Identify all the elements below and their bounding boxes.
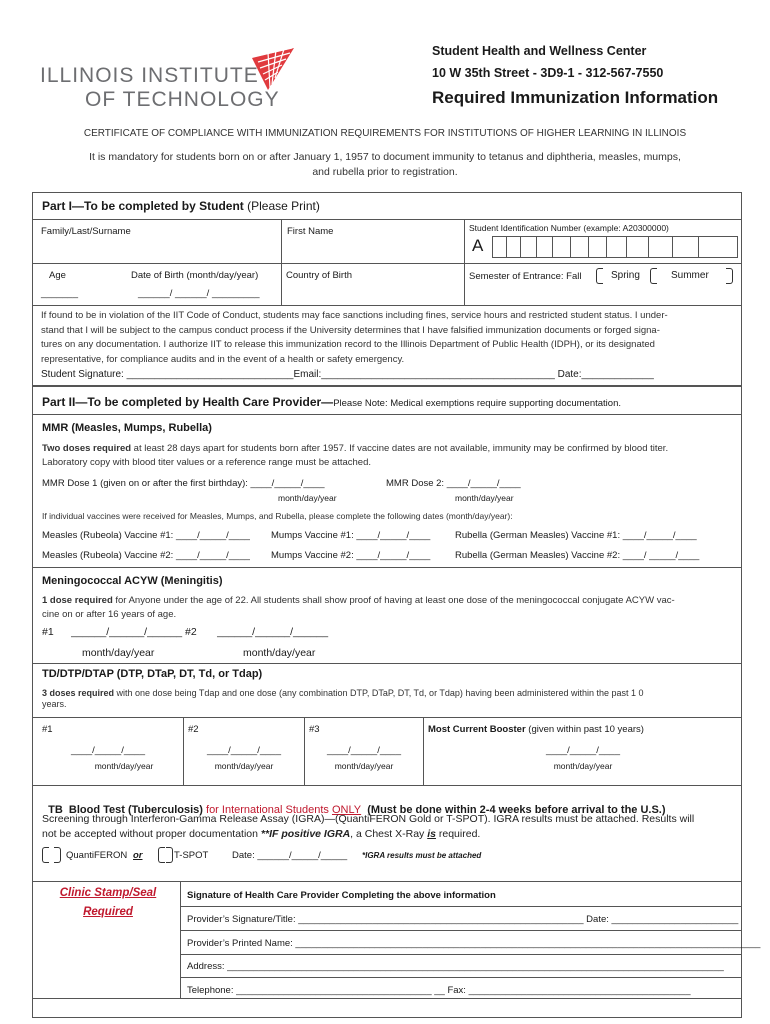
summer-checkbox[interactable] xyxy=(726,268,733,284)
tb-line1: Screening through Interferon-Gamma Release Assay (IGRA)—(QuantiFERON Gold or T-SPOT). IGRA results must be attached. Results will xyxy=(42,813,695,825)
tb-line2-d: is xyxy=(427,828,436,840)
first-name-input[interactable] xyxy=(285,240,460,260)
summer-label: Summer xyxy=(671,270,709,281)
student-signature-line[interactable]: Student Signature: ______________________________Email:__________________________________________ Date:_____________ xyxy=(41,369,654,380)
tdap-req-rest: with one dose being Tdap and one dose (any combination DTP, DTaP, DT, Td, or Tdap) having been administered within the past 1 0 xyxy=(114,688,644,698)
first-name-label: First Name xyxy=(287,226,334,237)
tdap-req-line2: years. xyxy=(42,699,67,709)
mandatory-text-2: and rubella prior to registration. xyxy=(312,166,458,178)
mmr-dose2-format: month/day/year xyxy=(455,493,514,503)
mening-req-rest: for Anyone under the age of 22. All students shall show proof of having at least one dose of the meningococcal conjugate ACYW vac- xyxy=(112,595,675,606)
student-id-boxes[interactable] xyxy=(492,236,738,258)
fall-checkbox[interactable] xyxy=(596,268,603,284)
mmr-req-line2: Laboratory copy with blood titer values or a reference range must be attached. xyxy=(42,457,371,468)
conduct-notice-line: tures on any documentation. I authorize IIT to release this immunization record to the Illinois Department of Public Health (IDPH), or its designated xyxy=(41,339,655,350)
age-input[interactable]: _______ xyxy=(41,288,78,299)
tb-line2-e: required. xyxy=(435,828,481,840)
clinic-stamp-required: Required xyxy=(83,906,133,918)
mmr-heading: MMR (Measles, Mumps, Rubella) xyxy=(42,422,212,434)
tdap-dose1-input[interactable]: ____/_____/____ xyxy=(71,745,145,756)
family-name-input[interactable] xyxy=(36,240,276,260)
student-id-prefix: A xyxy=(472,236,484,255)
meningococcal-doses[interactable]: #1 ______/______/______ #2 ______/______/______ xyxy=(42,626,329,638)
conduct-notice-line: representative, for compliance audits and in the event of a health or safety emergency. xyxy=(41,353,405,365)
tdap-req-bold: 3 doses required xyxy=(42,688,115,698)
country-label: Country of Birth xyxy=(286,270,352,281)
student-id-label xyxy=(469,223,669,233)
rubella-vaccine-1[interactable]: Rubella (German Measles) Vaccine #1: ____/_____/____ xyxy=(455,530,697,541)
center-address: 10 W 35th Street - 3D9-1 - 312-567-7550 xyxy=(432,66,664,80)
provider-heading: Signature of Health Care Provider Completing the above information xyxy=(187,890,496,901)
part1-heading xyxy=(42,199,320,213)
measles-vaccine-2[interactable]: Measles (Rubeola) Vaccine #2: ____/_____/____ xyxy=(42,550,250,561)
mmr-dose1-format: month/day/year xyxy=(278,493,337,503)
certificate-heading: CERTIFICATE OF COMPLIANCE WITH IMMUNIZATION REQUIREMENTS FOR INSTITUTIONS OF HIGHER LEARNING IN ILLINOIS xyxy=(83,128,687,139)
part2-heading-text: Part II—To be completed by Health Care Provider— xyxy=(42,395,334,409)
quantiferon-label: QuantiFERON xyxy=(66,850,128,861)
meningococcal-requirement xyxy=(42,594,742,622)
tdap-dose2-input[interactable]: ____/_____/____ xyxy=(207,745,281,756)
tb-line2-a: not be accepted without proper documentation xyxy=(42,828,261,840)
mmr-req-rest: at least 28 days apart for students born after 1957. If vaccine dates are not available, immunity may be confirmed by blood titer. xyxy=(131,443,669,454)
tdap-dose2-format: month/day/year xyxy=(214,761,274,771)
logo-text-line1: ILLINOIS INSTITUTE xyxy=(40,64,259,87)
mmr-dose2[interactable]: MMR Dose 2: ____/_____/____ xyxy=(386,478,521,489)
measles-vaccine-1[interactable]: Measles (Rubeola) Vaccine #1: ____/_____/____ xyxy=(42,530,250,541)
mmr-req-bold: Two doses required xyxy=(42,443,132,454)
meningococcal-dose1-format: month/day/year xyxy=(82,647,155,659)
logo-text-line2: OF TECHNOLOGY xyxy=(85,88,280,111)
mening-req-bold: 1 dose required xyxy=(42,595,113,606)
mmr-dose1[interactable]: MMR Dose 1 (given on or after the first birthday): ____/_____/____ xyxy=(42,478,325,489)
tspot-checkbox[interactable] xyxy=(158,847,165,863)
age-label: Age xyxy=(49,270,66,281)
tdap-col2-label: #2 xyxy=(188,724,199,735)
family-name-label: Family/Last/Surname xyxy=(41,226,131,237)
tdap-col3-label: #3 xyxy=(309,724,320,735)
igra-note: *IGRA results must be attached xyxy=(362,851,482,860)
mandatory-text-1: It is mandatory for students born on or after January 1, 1957 to document immunity to tetanus and diphtheria, measles, mumps, xyxy=(89,151,681,163)
conduct-notice-line: stand that I will be subject to the campus conduct process if the University determines that I have falsified immunization documents or forged signa- xyxy=(41,324,660,336)
tdap-dose3-input[interactable]: ____/_____/____ xyxy=(327,745,401,756)
provider-address-line[interactable]: Address: ______________________________________________________________________________________________ xyxy=(187,961,724,972)
tdap-requirement xyxy=(42,688,742,710)
mumps-vaccine-1[interactable]: Mumps Vaccine #1: ____/_____/____ xyxy=(271,530,431,541)
page-title: Required Immunization Information xyxy=(432,88,719,107)
conduct-notice xyxy=(41,309,739,367)
tdap-booster-format: month/day/year xyxy=(553,761,613,771)
tb-description xyxy=(42,812,742,842)
tb-date-input[interactable]: Date: ______/_____/_____ xyxy=(232,850,348,861)
tdap-booster-bold: Most Current Booster xyxy=(428,724,526,735)
student-id-label-text: Student Identification Number xyxy=(469,223,581,233)
center-name: Student Health and Wellness Center xyxy=(432,44,647,58)
part2-heading xyxy=(42,393,621,411)
part1-heading-text: Part I—To be completed by Student xyxy=(42,199,244,213)
mmr-requirement xyxy=(42,442,742,470)
or-label: or xyxy=(133,850,143,861)
student-id-example: (example: A20300000) xyxy=(583,223,669,233)
tb-only-text: ONLY xyxy=(331,804,362,816)
clinic-stamp-label: Clinic Stamp/Seal xyxy=(59,887,157,899)
spring-label: Spring xyxy=(611,270,640,281)
tb-heading-text: TB Blood Test (Tuberculosis) xyxy=(48,804,203,816)
rubella-vaccine-2[interactable]: Rubella (German Measles) Vaccine #2: ____/ _____/____ xyxy=(455,550,700,561)
tdap-heading: TD/DTP/DTAP (DTP, DTaP, DT, Td, or Tdap) xyxy=(42,668,263,680)
quantiferon-checkbox[interactable] xyxy=(42,847,49,863)
provider-signature-line[interactable]: Provider’s Signature/Title: ______________________________________________________ Date: ________________________ xyxy=(187,914,739,925)
tspot-label: T-SPOT xyxy=(174,850,209,861)
conduct-notice-line: If found to be in violation of the IIT Code of Conduct, students may face sanctions including fines, service hours and restricted student status. I under- xyxy=(41,310,668,321)
tb-intl-text: for International Students xyxy=(202,804,332,816)
spring-checkbox[interactable] xyxy=(650,268,657,284)
meningococcal-dose2-format: month/day/year xyxy=(243,647,316,659)
tdap-col4-label xyxy=(428,724,644,735)
part2-heading-note: Please Note: Medical exemptions require supporting documentation. xyxy=(333,398,621,409)
tdap-dose1-format: month/day/year xyxy=(94,761,154,771)
tb-line2-c: , a Chest X-Ray xyxy=(350,828,428,840)
provider-telephone-line[interactable]: Telephone: _____________________________________ __ Fax: __________________________________________ xyxy=(187,985,691,996)
tb-line2-b: **IF positive IGRA xyxy=(260,828,351,840)
tdap-dose3-format: month/day/year xyxy=(334,761,394,771)
tdap-booster-input[interactable]: ____/_____/____ xyxy=(546,745,620,756)
dob-label: Date of Birth (month/day/year) xyxy=(131,270,259,281)
dob-input[interactable]: ______/ ______/ _________ xyxy=(138,288,260,299)
mening-req-line2: cine on or after 16 years of age. xyxy=(42,609,177,620)
country-input[interactable] xyxy=(285,284,460,302)
tdap-col1-label: #1 xyxy=(42,724,53,735)
provider-printed-name-line[interactable]: Provider’s Printed Name: ________________________________________________________________________________________ xyxy=(187,938,761,949)
tdap-booster-rest: (given within past 10 years) xyxy=(525,724,644,735)
part1-heading-note: (Please Print) xyxy=(247,199,320,213)
semester-label: Semester of Entrance: Fall xyxy=(469,271,582,282)
individual-vaccines-note: If individual vaccines were received for Measles, Mumps, and Rubella, please complete the following dates (month/day/year): xyxy=(42,511,513,521)
mumps-vaccine-2[interactable]: Mumps Vaccine #2: ____/_____/____ xyxy=(271,550,431,561)
meningococcal-heading: Meningococcal ACYW (Meningitis) xyxy=(42,575,223,587)
tb-heading-end: (Must be done within 2-4 weeks before arrival to the U.S.) xyxy=(361,804,666,816)
